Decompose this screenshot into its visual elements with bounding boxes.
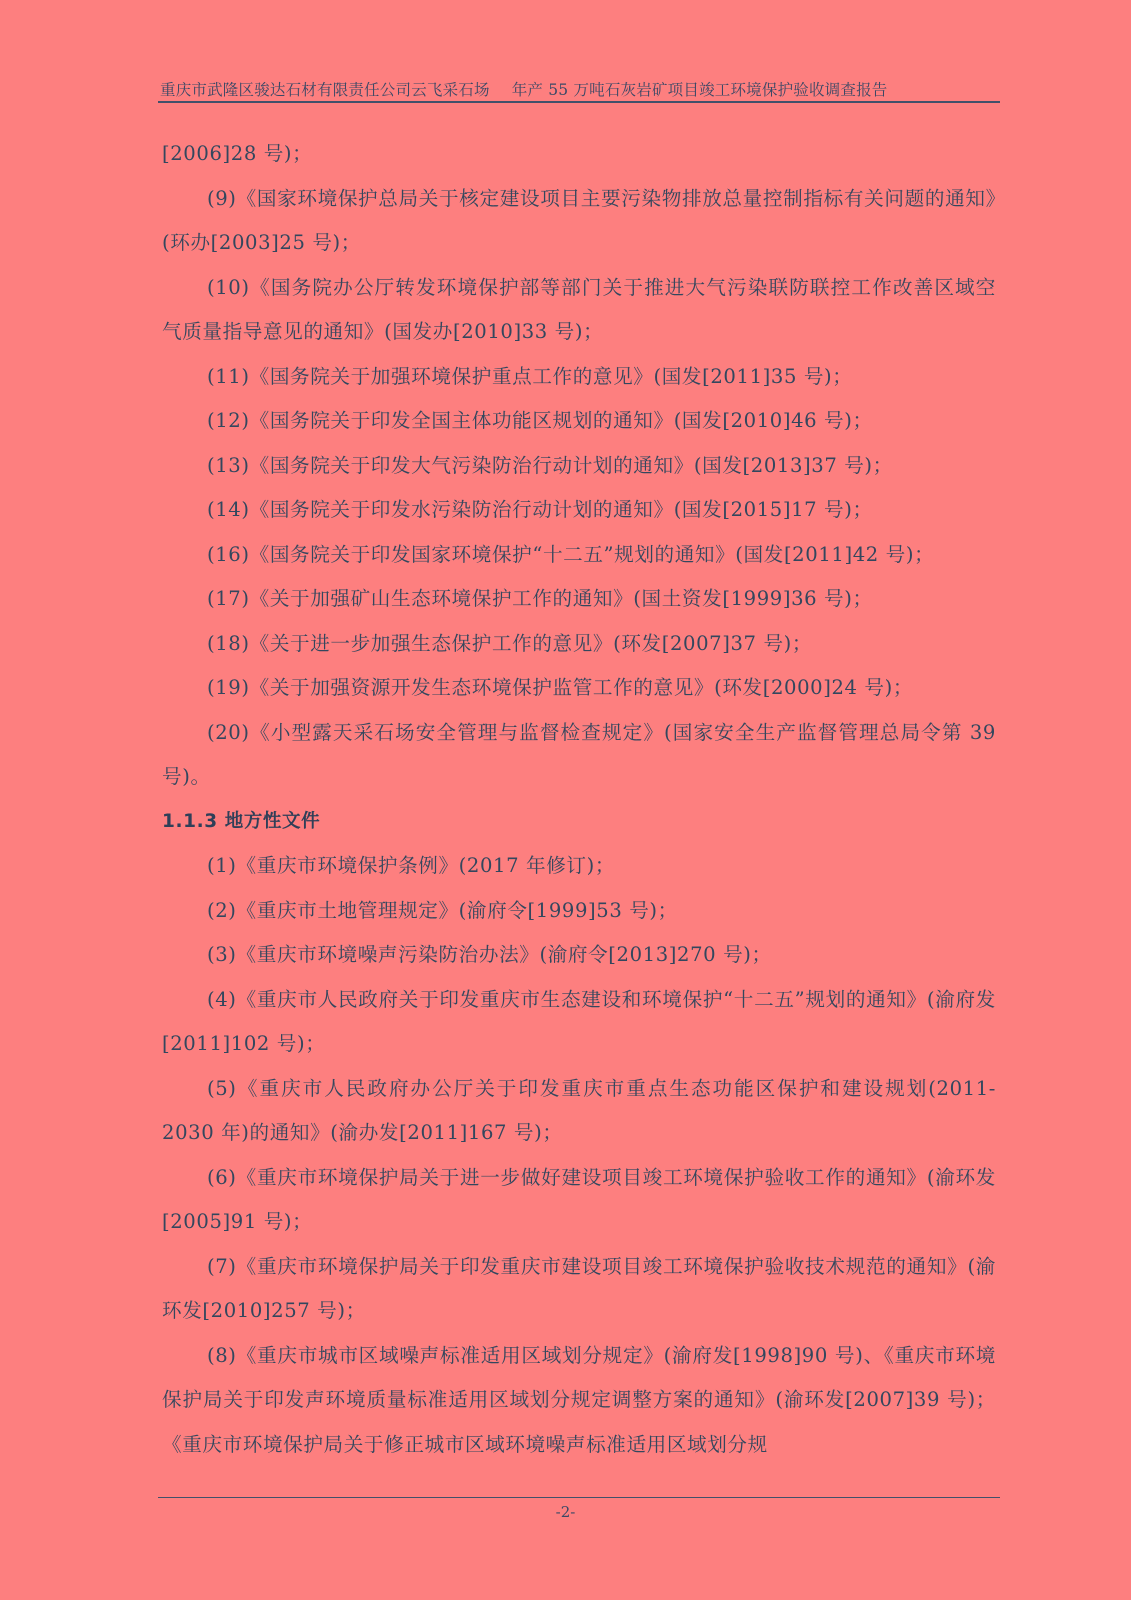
list-item: (18)《关于进一步加强生态保护工作的意见》(环发[2007]37 号)； xyxy=(207,631,813,655)
header-report-title: 年产 55 万吨石灰岩矿项目竣工环境保护验收调查报告 xyxy=(511,81,888,99)
list-item: (8)《重庆市城市区域噪声标准适用区域划分规定》(渝府发[1998]90 号)、《重庆市环境保护局关于印发声环境质量标准适用区域划分规定调整方案的通知》(渝环发[2007]39 号)；《重庆市环境保护局关于修正城市区域环境噪声标准适用区域划分规 xyxy=(162,1343,996,1456)
list-item: (4)《重庆市人民政府关于印发重庆市生态建设和环境保护“十二五”规划的通知》(渝府发[2011]102 号)； xyxy=(162,987,996,1055)
list-item: (14)《国务院关于印发水污染防治行动计划的通知》(国发[2015]17 号)； xyxy=(207,498,873,521)
list-item: (6)《重庆市环境保护局关于进一步做好建设项目竣工环境保护验收工作的通知》(渝环发[2005]91 号)； xyxy=(162,1165,996,1233)
page-number: -2- xyxy=(555,1503,576,1521)
list-item: (7)《重庆市环境保护局关于印发重庆市建设项目竣工环境保护验收技术规范的通知》(渝环发[2010]257 号)； xyxy=(162,1254,996,1322)
list-item: (3)《重庆市环境噪声污染防治办法》(渝府令[2013]270 号)； xyxy=(207,943,772,966)
footer-divider xyxy=(158,1497,1000,1498)
list-item: (17)《关于加强矿山生态环境保护工作的通知》(国土资发[1999]36 号)； xyxy=(207,587,873,610)
list-item: (10)《国务院办公厅转发环境保护部等部门关于推进大气污染联防联控工作改善区域空气质量指导意见的通知》(国发办[2010]33 号)； xyxy=(162,275,996,343)
list-item: (11)《国务院关于加强环境保护重点工作的意见》(国发[2011]35 号)； xyxy=(207,364,853,388)
list-item: (1)《重庆市环境保护条例》(2017 年修订)； xyxy=(207,854,616,877)
header-company: 重庆市武隆区骏达石材有限责任公司云飞采石场 xyxy=(160,81,490,99)
list-item: (13)《国务院关于印发大气污染防治行动计划的通知》(国发[2013]37 号)； xyxy=(207,453,893,477)
list-item: (19)《关于加强资源开发生态环境保护监管工作的意见》(环发[2000]24 号)； xyxy=(207,676,914,699)
page-body xyxy=(162,132,996,1467)
list-item: (16)《国务院关于印发国家环境保护“十二五”规划的通知》(国发[2011]42 号)； xyxy=(207,542,935,566)
list-item: (9)《国家环境保护总局关于核定建设项目主要污染物排放总量控制指标有关问题的通知》(环办[2003]25 号)； xyxy=(162,186,996,254)
list-item: (2)《重庆市土地管理规定》(渝府令[1999]53 号)； xyxy=(207,898,678,922)
running-header xyxy=(160,78,1000,100)
section-heading: 1.1.3 地方性文件 xyxy=(162,810,321,832)
list-item: (20)《小型露天采石场安全管理与监督检查规定》(国家安全生产监督管理总局令第 39 号)。 xyxy=(162,720,996,788)
list-item: (5)《重庆市人民政府办公厅关于印发重庆市重点生态功能区保护和建设规划(2011-2030 年)的通知》(渝办发[2011]167 号)； xyxy=(162,1076,996,1144)
paragraph: [2006]28 号)； xyxy=(162,142,313,165)
list-item: (12)《国务院关于印发全国主体功能区规划的通知》(国发[2010]46 号)； xyxy=(207,409,873,432)
header-divider xyxy=(158,101,1000,103)
